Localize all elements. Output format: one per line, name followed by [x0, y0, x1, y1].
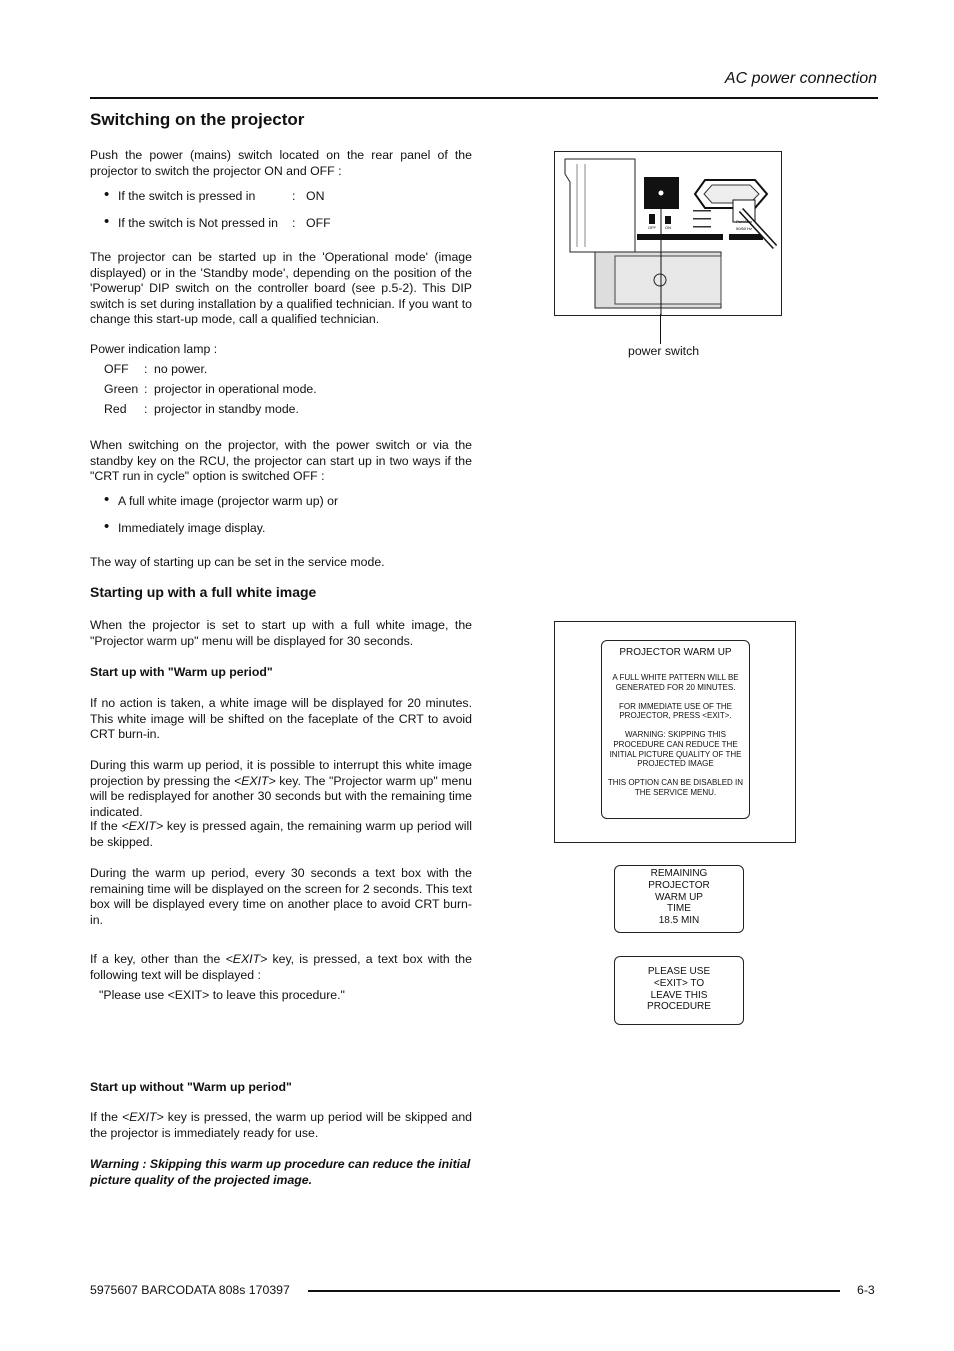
exit-key: <EXIT>: [122, 1110, 164, 1124]
osd-line: WARM UP: [655, 891, 703, 903]
intro-paragraph: Push the power (mains) switch located on the rear panel of the projector to switch the projector ON and OFF :: [90, 148, 472, 178]
lamp-desc: projector in standby mode.: [154, 402, 299, 416]
bullet-text: If the switch is Not pressed in: [118, 216, 278, 230]
osd-line: PROJECTOR: [648, 879, 710, 891]
osd-warmup-body: [602, 673, 749, 797]
panel-label: Pwr/Amp: [736, 219, 753, 224]
exit-key: <EXIT>: [225, 952, 268, 966]
bullet-startup-white: [104, 494, 338, 510]
footer-doc-id: 5975607 BARCODATA 808s 170397: [90, 1283, 290, 1297]
text: key. The "Projector warm up" menu will be redisplayed for another 30 seconds but with the remaining time indicated.: [90, 773, 472, 819]
lamp-desc: projector in operational mode.: [154, 382, 317, 396]
text: During this warm up period, it is possible to interrupt this white image projection by pressing the: [90, 758, 472, 788]
bullet-text: Immediately image display.: [118, 521, 266, 535]
figure-caption: power switch: [628, 344, 700, 358]
osd-remaining-box: [614, 865, 744, 933]
text: If a key, other than the: [90, 952, 226, 966]
bullet-switch-off: [104, 216, 331, 232]
lamp-row: [104, 362, 207, 376]
lamp-row: [104, 402, 299, 416]
exit-key: <EXIT>: [121, 819, 164, 833]
warm-with-p1: If no action is taken, a white image will be displayed for 20 minutes. This white image will be shifted on the faceplate of the CRT to avoid CRT burn-in.: [90, 696, 472, 741]
osd-line: THIS OPTION CAN BE DISABLED IN THE SERVICE MENU.: [607, 778, 744, 797]
please-use-quote: "Please use <EXIT> to leave this procedure.": [99, 988, 345, 1002]
lamp-desc: no power.: [154, 362, 208, 376]
footer-rule: [308, 1290, 840, 1292]
osd-warmup-figure: [554, 621, 796, 843]
panel-bar: [637, 234, 723, 240]
bullet-switch-on: [104, 189, 325, 205]
page-title: Switching on the projector: [90, 110, 305, 129]
bullet-text: If the switch is pressed in: [118, 189, 256, 203]
lamp-sep: :: [144, 362, 148, 376]
osd-line: REMAINING: [650, 868, 708, 879]
osd-line: PLEASE USE: [647, 966, 711, 977]
text: key is pressed, the warm up period will be skipped and the projector is immediately ready for use.: [90, 1110, 472, 1140]
osd-line: PROCEDURE: [647, 1001, 711, 1013]
startup-paragraph: When switching on the projector, with the power switch or via the standby key on the RCU, the projector can start up in two ways if the "CRT run in cycle" option is switched OFF :: [90, 438, 472, 483]
exit-key: <EXIT>: [234, 773, 276, 788]
osd-warmup-title: PROJECTOR WARM UP: [619, 647, 732, 658]
text: key, is pressed, a text box with the following text will be displayed :: [90, 952, 472, 982]
lamp-row: [104, 382, 317, 396]
warm-with-p4: During the warm up period, every 30 seconds a text box with the remaining time will be displayed on the screen for 2 seconds. This text box will be displayed every time on another place to avoid CRT burn-in.: [90, 866, 472, 927]
white-intro: When the projector is set to start up with a full white image, the "Projector warm up" menu will be displayed for 30 seconds.: [90, 618, 472, 648]
bullet-text: A full white image (projector warm up) or: [118, 494, 339, 508]
bullet-sep: :: [292, 216, 296, 230]
warm-without-p1: [90, 1110, 472, 1141]
text: If the: [90, 819, 122, 833]
bullet-value: OFF: [306, 216, 331, 230]
osd-line: FOR IMMEDIATE USE OF THE PROJECTOR, PRESS <EXIT>.: [618, 701, 733, 721]
bullet-sep: :: [292, 189, 296, 203]
running-header: AC power connection: [724, 70, 877, 87]
bullet-startup-immediate: [104, 521, 265, 537]
panel-label: ON: [665, 225, 671, 230]
warning-note: Warning : Skipping this warm up procedure can reduce the initial picture quality of the projected image.: [90, 1157, 471, 1187]
osd-please-box: [614, 956, 744, 1025]
bullet-value: ON: [306, 189, 325, 203]
rear-panel-figure: [554, 151, 782, 316]
warm-with-p2: [90, 758, 472, 820]
warm-with-heading: Start up with "Warm up period": [90, 665, 273, 679]
mode-paragraph: The projector can be started up in the 'Operational mode' (image displayed) or in the 'Standby mode', depending on the position of the 'Powerup' DIP switch on the controller board (see p.5-2). This DIP switch is set during installation by a qualified technician. If you want to change this start-up mode, call a qualified technician.: [90, 250, 472, 326]
rear-panel-illustration: [555, 152, 781, 315]
lamp-sep: :: [144, 402, 148, 416]
page-number: 6-3: [857, 1283, 875, 1297]
lamp-heading: Power indication lamp :: [90, 342, 218, 356]
osd-line: <EXIT> TO: [653, 977, 705, 989]
panel-bar: [729, 234, 763, 240]
osd-line: WARNING: SKIPPING THIS PROCEDURE CAN REDUCE THE INITIAL PICTURE QUALITY OF THE PROJECTED IMAGE: [609, 730, 742, 769]
lamp-key: Green: [104, 382, 139, 396]
leader-line: [660, 314, 661, 344]
warm-with-p5: [90, 952, 472, 983]
osd-line: TIME: [667, 903, 691, 915]
osd-line: A FULL WHITE PATTERN WILL BE GENERATED FOR 20 MINUTES.: [612, 673, 739, 692]
lamp-key: Red: [104, 402, 127, 416]
text: key is pressed again, the remaining warm up period will be skipped.: [90, 819, 472, 849]
section-subtitle: Starting up with a full white image: [90, 584, 317, 600]
osd-line: 18.5 MIN: [658, 915, 700, 927]
warm-without-heading: Start up without "Warm up period": [90, 1080, 292, 1094]
service-line: The way of starting up can be set in the service mode.: [90, 555, 385, 569]
lamp-key: OFF: [104, 362, 129, 376]
text: If the: [90, 1110, 123, 1124]
panel-label: OFF: [648, 225, 656, 230]
header-rule: [90, 97, 878, 99]
warm-with-p3: [90, 819, 472, 850]
osd-line: LEAVE THIS: [650, 989, 708, 1001]
panel-label: 50/60 Hz: [736, 226, 753, 231]
lamp-sep: :: [144, 382, 148, 396]
osd-warmup-window: [601, 640, 750, 819]
